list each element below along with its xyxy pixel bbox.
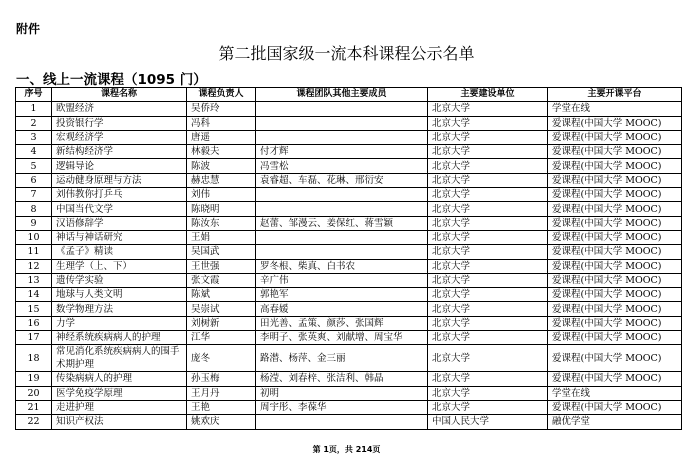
cell-seq: 12	[16, 259, 52, 273]
cell-course-name: 数学物理方法	[52, 302, 187, 316]
table-row	[16, 116, 682, 130]
cell-platform: 爱课程(中国大学 MOOC)	[548, 331, 682, 345]
cell-leader: 王艳	[187, 400, 256, 414]
cell-seq: 2	[16, 116, 52, 130]
cell-institution: 北京大学	[428, 386, 548, 400]
table-row	[16, 415, 682, 429]
cell-leader: 冯科	[187, 116, 256, 130]
cell-leader: 林毅夫	[187, 145, 256, 159]
cell-team-members: 罗冬根、柴真、白书农	[256, 259, 428, 273]
cell-institution: 北京大学	[428, 130, 548, 144]
cell-course-name: 逻辑导论	[52, 159, 187, 173]
cell-seq: 5	[16, 159, 52, 173]
column-header-leader: 课程负责人	[187, 88, 256, 102]
cell-institution: 北京大学	[428, 288, 548, 302]
cell-institution: 北京大学	[428, 173, 548, 187]
cell-leader: 陈晓明	[187, 202, 256, 216]
cell-institution: 北京大学	[428, 302, 548, 316]
column-header-seq: 序号	[16, 88, 52, 102]
cell-institution: 北京大学	[428, 345, 548, 372]
cell-seq: 18	[16, 345, 52, 372]
cell-seq: 6	[16, 173, 52, 187]
table-row	[16, 245, 682, 259]
cell-platform: 爱课程(中国大学 MOOC)	[548, 345, 682, 372]
cell-institution: 北京大学	[428, 116, 548, 130]
cell-institution: 北京大学	[428, 372, 548, 386]
column-header-institution: 主要建设单位	[428, 88, 548, 102]
table-row	[16, 372, 682, 386]
cell-course-name: 神话与神话研究	[52, 230, 187, 244]
cell-course-name: 《孟子》精读	[52, 245, 187, 259]
cell-team-members: 杨滢、刘春梓、张洁利、韩晶	[256, 372, 428, 386]
page-number: 第 1页，共 214页	[312, 445, 381, 454]
cell-leader: 姚欢庆	[187, 415, 256, 429]
cell-seq: 8	[16, 202, 52, 216]
cell-institution: 北京大学	[428, 102, 548, 116]
table-row	[16, 216, 682, 230]
cell-seq: 22	[16, 415, 52, 429]
table-row	[16, 102, 682, 116]
cell-platform: 爱课程(中国大学 MOOC)	[548, 372, 682, 386]
table-row	[16, 259, 682, 273]
cell-platform: 爱课程(中国大学 MOOC)	[548, 230, 682, 244]
cell-platform: 爱课程(中国大学 MOOC)	[548, 216, 682, 230]
cell-course-name: 欧盟经济	[52, 102, 187, 116]
cell-course-name: 生理学（上、下）	[52, 259, 187, 273]
cell-seq: 11	[16, 245, 52, 259]
cell-seq: 16	[16, 316, 52, 330]
table-row	[16, 331, 682, 345]
cell-course-name: 知识产权法	[52, 415, 187, 429]
cell-leader: 王世强	[187, 259, 256, 273]
cell-team-members	[256, 102, 428, 116]
table-row	[16, 230, 682, 244]
table-row	[16, 400, 682, 414]
cell-course-name: 力学	[52, 316, 187, 330]
cell-team-members: 田光善、孟策、颜莎、张国辉	[256, 316, 428, 330]
cell-course-name: 汉语修辞学	[52, 216, 187, 230]
cell-institution: 北京大学	[428, 259, 548, 273]
cell-platform: 爱课程(中国大学 MOOC)	[548, 145, 682, 159]
cell-leader: 庞冬	[187, 345, 256, 372]
cell-team-members: 高春媛	[256, 302, 428, 316]
table-row	[16, 159, 682, 173]
cell-seq: 17	[16, 331, 52, 345]
cell-leader: 唐遥	[187, 130, 256, 144]
table-header-row	[16, 88, 682, 102]
table-row	[16, 345, 682, 372]
cell-seq: 7	[16, 188, 52, 202]
cell-team-members: 路潜、杨萍、金三丽	[256, 345, 428, 372]
cell-seq: 10	[16, 230, 52, 244]
table-row	[16, 130, 682, 144]
cell-seq: 21	[16, 400, 52, 414]
cell-team-members: 赵蕾、邹漫云、姜保红、蒋雪颖	[256, 216, 428, 230]
cell-team-members	[256, 116, 428, 130]
cell-seq: 20	[16, 386, 52, 400]
cell-platform: 爱课程(中国大学 MOOC)	[548, 116, 682, 130]
cell-platform: 学堂在线	[548, 386, 682, 400]
cell-leader: 江华	[187, 331, 256, 345]
cell-seq: 19	[16, 372, 52, 386]
cell-platform: 爱课程(中国大学 MOOC)	[548, 288, 682, 302]
cell-institution: 北京大学	[428, 316, 548, 330]
cell-institution: 北京大学	[428, 202, 548, 216]
cell-team-members: 李明子、张英爽、刘献增、周宝华	[256, 331, 428, 345]
cell-leader: 孙玉梅	[187, 372, 256, 386]
cell-team-members: 周宇彤、李葆华	[256, 400, 428, 414]
cell-team-members	[256, 245, 428, 259]
cell-institution: 北京大学	[428, 188, 548, 202]
cell-platform: 爱课程(中国大学 MOOC)	[548, 316, 682, 330]
table-row	[16, 202, 682, 216]
table-row	[16, 188, 682, 202]
cell-leader: 陈波	[187, 159, 256, 173]
cell-course-name: 新结构经济学	[52, 145, 187, 159]
cell-platform: 爱课程(中国大学 MOOC)	[548, 273, 682, 287]
cell-team-members: 袁睿超、车磊、花琳、邢衍安	[256, 173, 428, 187]
cell-platform: 爱课程(中国大学 MOOC)	[548, 245, 682, 259]
cell-leader: 吴国武	[187, 245, 256, 259]
cell-seq: 15	[16, 302, 52, 316]
cell-course-name: 医学免疫学原理	[52, 386, 187, 400]
cell-course-name: 运动健身原理与方法	[52, 173, 187, 187]
page-title: 第二批国家级一流本科课程公示名单	[218, 44, 475, 63]
attachment-label: 附件	[16, 22, 41, 36]
cell-institution: 北京大学	[428, 230, 548, 244]
cell-leader: 吴崇试	[187, 302, 256, 316]
cell-seq: 9	[16, 216, 52, 230]
cell-leader: 王娟	[187, 230, 256, 244]
cell-seq: 14	[16, 288, 52, 302]
cell-leader: 刘树新	[187, 316, 256, 330]
cell-team-members	[256, 230, 428, 244]
cell-seq: 3	[16, 130, 52, 144]
cell-institution: 北京大学	[428, 145, 548, 159]
cell-course-name: 遗传学实验	[52, 273, 187, 287]
cell-seq: 4	[16, 145, 52, 159]
cell-course-name: 投资银行学	[52, 116, 187, 130]
cell-leader: 陈斌	[187, 288, 256, 302]
cell-leader: 王月丹	[187, 386, 256, 400]
cell-course-name: 中国当代文学	[52, 202, 187, 216]
cell-platform: 爱课程(中国大学 MOOC)	[548, 188, 682, 202]
table-row	[16, 288, 682, 302]
cell-leader: 张文霞	[187, 273, 256, 287]
table-row	[16, 273, 682, 287]
cell-team-members	[256, 202, 428, 216]
table-row	[16, 316, 682, 330]
cell-team-members: 付才辉	[256, 145, 428, 159]
cell-platform: 爱课程(中国大学 MOOC)	[548, 130, 682, 144]
cell-leader: 刘伟	[187, 188, 256, 202]
cell-institution: 中国人民大学	[428, 415, 548, 429]
column-header-platform: 主要开课平台	[548, 88, 682, 102]
cell-team-members: 辛广伟	[256, 273, 428, 287]
cell-institution: 北京大学	[428, 159, 548, 173]
section-heading: 一、线上一流课程（1095 门）	[16, 72, 207, 88]
cell-institution: 北京大学	[428, 331, 548, 345]
cell-institution: 北京大学	[428, 216, 548, 230]
cell-team-members: 冯雪松	[256, 159, 428, 173]
cell-team-members	[256, 130, 428, 144]
cell-institution: 北京大学	[428, 273, 548, 287]
cell-platform: 爱课程(中国大学 MOOC)	[548, 173, 682, 187]
cell-course-name: 传染病病人的护理	[52, 372, 187, 386]
cell-course-name: 地球与人类文明	[52, 288, 187, 302]
cell-institution: 北京大学	[428, 245, 548, 259]
cell-seq: 1	[16, 102, 52, 116]
cell-platform: 爱课程(中国大学 MOOC)	[548, 202, 682, 216]
cell-leader: 赫忠慧	[187, 173, 256, 187]
cell-team-members	[256, 188, 428, 202]
cell-platform: 爱课程(中国大学 MOOC)	[548, 302, 682, 316]
cell-platform: 爱课程(中国大学 MOOC)	[548, 159, 682, 173]
cell-team-members: 初明	[256, 386, 428, 400]
cell-leader: 吴侨玲	[187, 102, 256, 116]
column-header-course-name: 课程名称	[52, 88, 187, 102]
table-row	[16, 302, 682, 316]
table-row	[16, 386, 682, 400]
cell-platform: 爱课程(中国大学 MOOC)	[548, 259, 682, 273]
cell-team-members	[256, 415, 428, 429]
cell-platform: 融优学堂	[548, 415, 682, 429]
cell-course-name: 常见消化系统疾病病人的围手术期护理	[52, 345, 187, 372]
cell-course-name: 宏观经济学	[52, 130, 187, 144]
cell-platform: 爱课程(中国大学 MOOC)	[548, 400, 682, 414]
table-row	[16, 145, 682, 159]
cell-seq: 13	[16, 273, 52, 287]
cell-course-name: 神经系统疾病病人的护理	[52, 331, 187, 345]
cell-team-members: 郭艳军	[256, 288, 428, 302]
cell-platform: 学堂在线	[548, 102, 682, 116]
column-header-team-members: 课程团队其他主要成员	[256, 88, 428, 102]
cell-leader: 陈汝东	[187, 216, 256, 230]
cell-course-name: 刘伟教你打乒乓	[52, 188, 187, 202]
course-table	[15, 87, 682, 430]
cell-course-name: 走进护理	[52, 400, 187, 414]
cell-institution: 北京大学	[428, 400, 548, 414]
table-row	[16, 173, 682, 187]
